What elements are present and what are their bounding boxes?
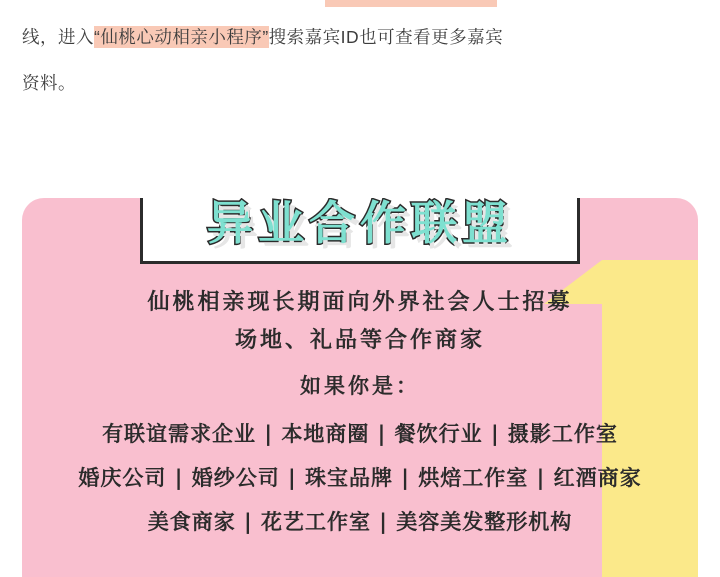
- poster-title-text: 异业合作联盟: [207, 198, 513, 250]
- paragraph-line-1: [22, 14, 698, 60]
- paragraph-line-2: 资料。: [22, 73, 76, 93]
- article-paragraph: [0, 14, 720, 106]
- poster-category-line-1: 有联谊需求企业 | 本地商圈 | 餐饮行业 | 摄影工作室: [102, 422, 618, 446]
- poster-card: [22, 198, 698, 577]
- highlight-bar: [325, 0, 497, 7]
- top-highlight-strip: [0, 0, 720, 8]
- poster-body: [22, 284, 698, 544]
- poster-headline-1: 仙桃相亲现长期面向外界社会人士招募: [147, 290, 573, 315]
- poster-category-line-2: 婚庆公司 | 婚纱公司 | 珠宝品牌 | 烘焙工作室 | 红酒商家: [78, 466, 642, 490]
- paragraph-line-1-suffix: 搜索嘉宾ID也可查看更多嘉宾: [268, 27, 504, 47]
- poster-category-line-3: 美食商家 | 花艺工作室 | 美容美发整形机构: [147, 510, 573, 534]
- poster-subheading: 如果你是：: [300, 374, 420, 398]
- paragraph-line-1-highlight: “仙桃心动相亲小程序”: [94, 27, 269, 47]
- poster-headline-2: 场地、礼品等合作商家: [234, 328, 485, 353]
- paragraph-line-1-prefix: 线，进入: [22, 27, 94, 47]
- poster-title-banner: [140, 198, 580, 264]
